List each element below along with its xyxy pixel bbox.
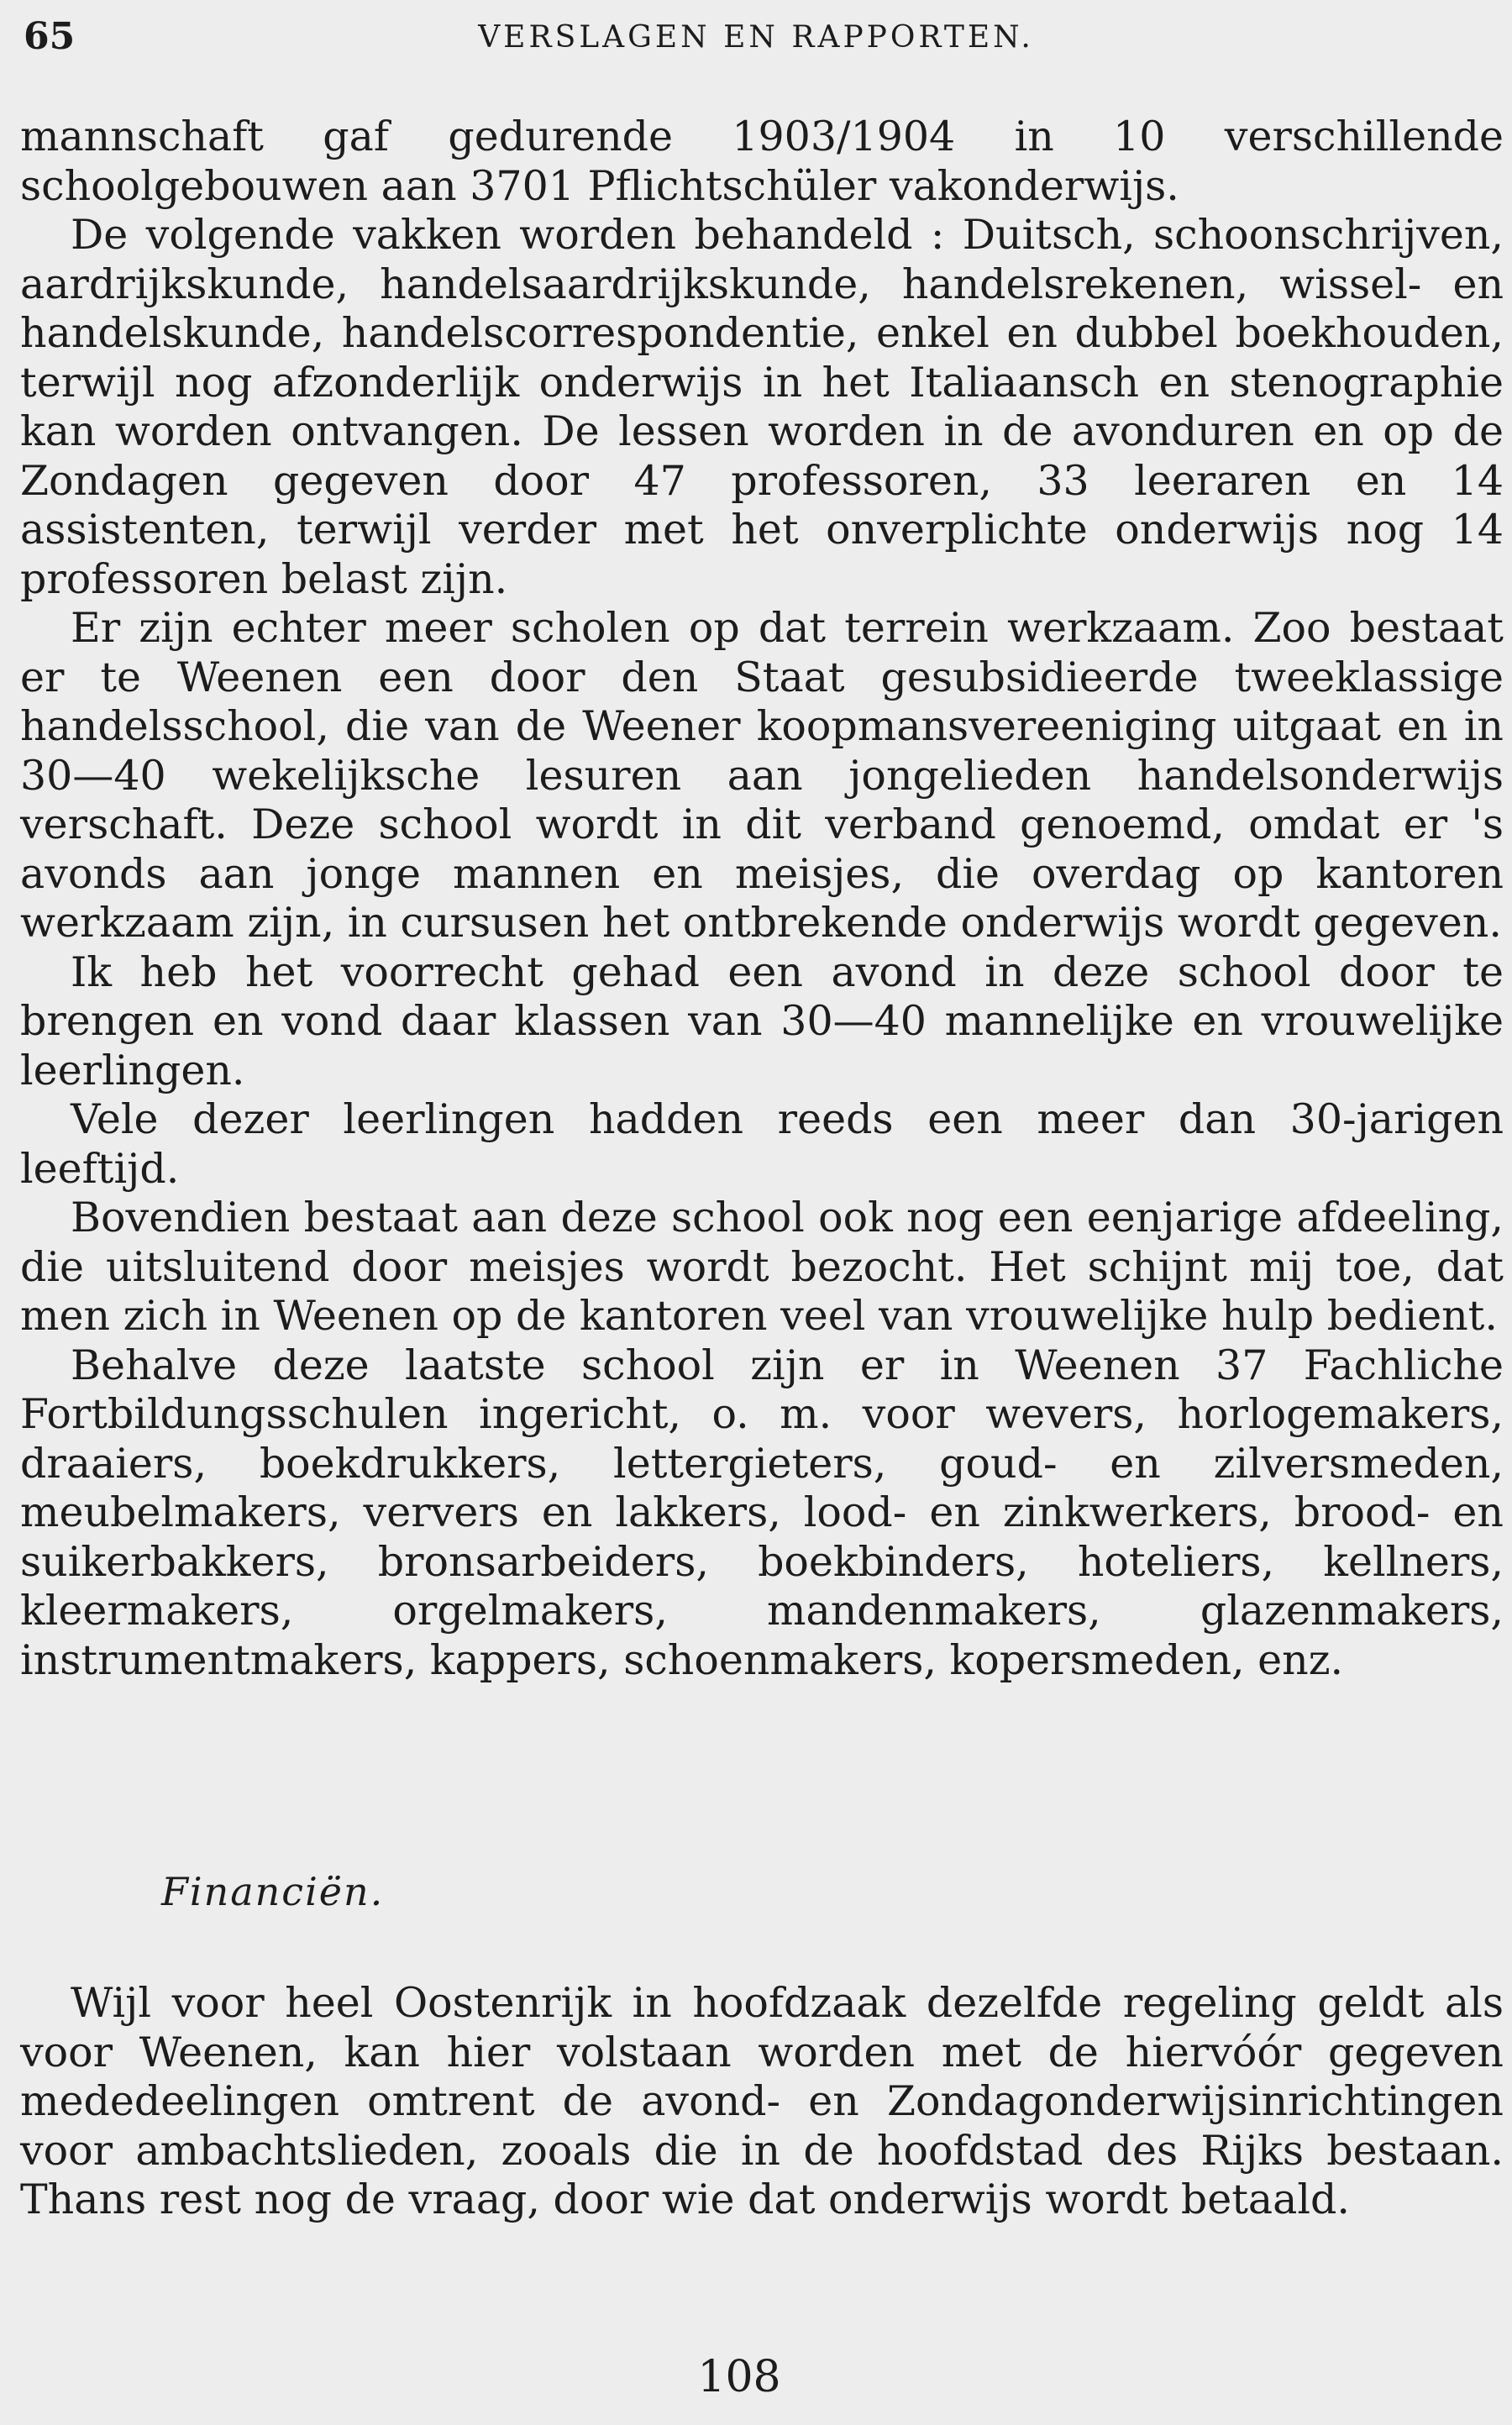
- section-heading: Financiën.: [161, 1869, 385, 1914]
- section-text: [20, 1979, 1504, 2225]
- footer-page-number: 108: [697, 2352, 781, 2402]
- paragraph: Behalve deze laatste school zijn er in Weenen 37 Fachliche Fortbildungsschulen ingericht, o. m. voor wevers, horlogemakers, draaiers, boekdrukkers, lettergieters, goud- en zilversmeden, meubelmakers, ververs en lakkers, lood- en zinkwerkers, brood- en suikerbakkers, bronsarbeiders, boekbinders, hoteliers, kellners, kleermakers, orgelmakers, mandenmakers, glazenmakers, instrumentmakers, kappers, schoenmakers, kopersmeden, enz.: [20, 1341, 1504, 1684]
- paragraph: Ik heb het voorrecht gehad een avond in deze school door te brengen en vond daar klassen van 30—40 mannelijke en vrouwelijke leerlingen.: [20, 947, 1504, 1094]
- paragraph: Wijl voor heel Oostenrijk in hoofdzaak dezelfde regeling geldt als voor Weenen, kan hier volstaan worden met de hiervóór gegeven mededeelingen omtrent de avond- en Zondagonderwijsinrichtingen voor ambachtslieden, zooals die in de hoofdstad des Rijks bestaan. Thans rest nog de vraag, door wie dat onderwijs wordt betaald.: [20, 1979, 1504, 2223]
- paragraph: Er zijn echter meer scholen op dat terrein werkzaam. Zoo bestaat er te Weenen een door den Staat gesubsidieerde tweeklassige handelsschool, die van de Weener koopmansvereeniging uitgaat en in 30—40 wekelijksche lesuren aan jongelieden handelsonderwijs verschaft. Deze school wordt in dit verband genoemd, omdat er 's avonds aan jonge mannen en meisjes, die overdag op kantoren werkzaam zijn, in cursusen het ontbrekende onderwijs wordt gegeven.: [20, 604, 1504, 947]
- header-page-number: 65: [24, 15, 76, 58]
- paragraph: mannschaft gaf gedurende 1903/1904 in 10 verschillende schoolgebouwen aan 3701 Pflichtschüler vakonderwijs.: [20, 113, 1504, 210]
- paragraph: Bovendien bestaat aan deze school ook nog een eenjarige afdeeling, die uitsluitend door meisjes wordt bezocht. Het schijnt mij toe, dat men zich in Weenen op de kantoren veel van vrouwelijke hulp bedient.: [20, 1194, 1504, 1340]
- page-header: [24, 8, 1488, 59]
- paragraph: Vele dezer leerlingen hadden reeds een meer dan 30-jarigen leeftijd.: [20, 1095, 1504, 1193]
- paragraph: De volgende vakken worden behandeld : Duitsch, schoonschrijven, aardrijkskunde, handelsaardrijkskunde, handelsrekenen, wissel- en handelskunde, handelscorrespondentie, enkel en dubbel boekhouden, terwijl nog afzonderlijk onderwijs in het Italiaansch en stenographie kan worden ontvangen. De lessen worden in de avonduren en op de Zondagen gegeven door 47 professoren, 33 leeraren en 14 assistenten, terwijl verder met het onverplichte onderwijs nog 14 professoren belast zijn.: [20, 211, 1504, 603]
- running-title: VERSLAGEN EN RAPPORTEN.: [478, 20, 1034, 55]
- body-text: [20, 113, 1504, 1685]
